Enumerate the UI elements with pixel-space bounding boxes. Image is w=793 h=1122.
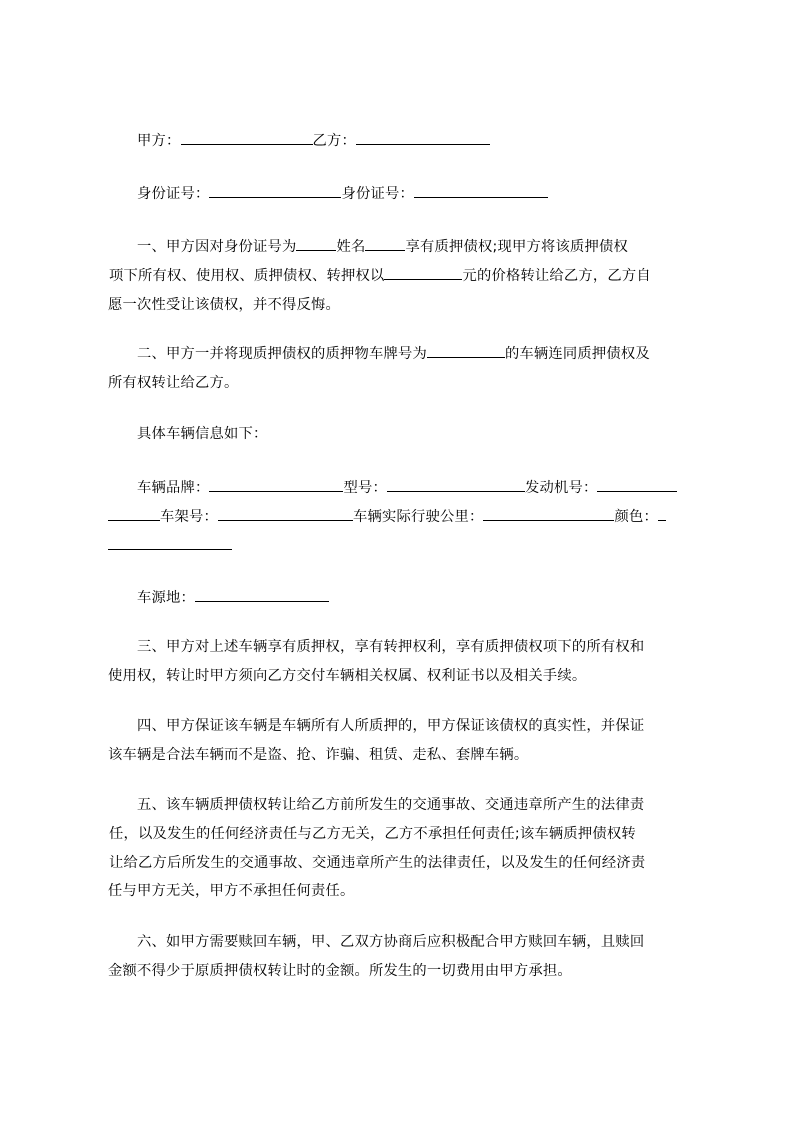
- id-b-blank[interactable]: [414, 196, 548, 198]
- color-blank-continued[interactable]: [108, 548, 232, 550]
- plate-number-blank[interactable]: [427, 356, 505, 358]
- clause-1-text-a: 一、甲方因对身份证号为: [137, 239, 297, 255]
- engine-blank-continued[interactable]: [108, 519, 160, 521]
- mileage-label: 车辆实际行驶公里：: [353, 509, 484, 525]
- brand-blank[interactable]: [209, 490, 343, 492]
- color-blank[interactable]: [658, 519, 666, 521]
- clause-1-text-b: 姓名: [336, 239, 366, 255]
- id-a-blank[interactable]: [209, 196, 341, 198]
- clause-4-line-1: 四、甲方保证该车辆是车辆所有人所质押的，甲方保证该债权的真实性，并保证: [137, 718, 645, 734]
- clause-2-text-c: 所有权转让给乙方。: [108, 375, 239, 391]
- clause-5-line-2: 任，以及发生的任何经济责任与乙方无关，乙方不承担任何责任;该车辆质押债权转: [109, 826, 636, 842]
- model-blank[interactable]: [387, 490, 525, 492]
- frame-label: 车架号：: [160, 509, 218, 525]
- vehicle-info-heading: 具体车辆信息如下：: [137, 426, 268, 442]
- car-source-blank[interactable]: [195, 600, 329, 602]
- engine-blank[interactable]: [597, 490, 677, 492]
- party-a-label: 甲方：: [137, 133, 181, 149]
- clause-5-line-4: 任与甲方无关，甲方不承担任何责任。: [108, 883, 355, 899]
- engine-label: 发动机号：: [524, 480, 598, 496]
- id-number-blank[interactable]: [296, 249, 336, 251]
- model-label: 型号：: [343, 480, 387, 496]
- clause-2-text-a: 二、甲方一并将现质押债权的质押物车牌号为: [137, 346, 427, 362]
- id-label-b: 身份证号：: [341, 186, 414, 202]
- price-blank[interactable]: [384, 278, 462, 280]
- id-label-a: 身份证号：: [137, 186, 210, 202]
- car-source-label: 车源地：: [137, 590, 195, 606]
- clause-5-line-3: 让给乙方后所发生的交通事故、交通违章所产生的法律责任，以及发生的任何经济责: [109, 855, 646, 871]
- mileage-blank[interactable]: [483, 519, 614, 521]
- clause-6-line-2: 金额不得少于原质押债权转让时的金额。所发生的一切费用由甲方承担。: [108, 963, 572, 979]
- clause-1-text-e: 元的价格转让给乙方，乙方自: [462, 268, 651, 284]
- id-line: [137, 180, 737, 209]
- party-b-blank[interactable]: [356, 143, 490, 145]
- party-b-label: 乙方：: [312, 133, 356, 149]
- party-a-blank[interactable]: [181, 143, 313, 145]
- clause-1-text-f: 愿一次性受让该债权，并不得反悔。: [108, 297, 340, 313]
- clause-5-line-1: 五、该车辆质押债权转让给乙方前所发生的交通事故、交通违章所产生的法律责: [137, 797, 645, 813]
- name-blank[interactable]: [365, 249, 405, 251]
- clause-1-text-c: 享有质押债权;现甲方将该质押债权: [405, 239, 628, 255]
- clause-2-text-b: 的车辆连同质押债权及: [504, 346, 650, 362]
- frame-blank[interactable]: [218, 519, 353, 521]
- clause-3-line-2: 使用权，转让时甲方须向乙方交付车辆相关权属、权利证书以及相关手续。: [108, 668, 587, 684]
- color-label: 颜色：: [614, 509, 658, 525]
- clause-1-text-d: 项下所有权、使用权、质押债权、转押权以: [109, 268, 385, 284]
- car-source-line: [137, 584, 737, 613]
- brand-label: 车辆品牌：: [137, 480, 210, 496]
- clause-3-line-1: 三、甲方对上述车辆享有质押权，享有转押权利，享有质押债权项下的所有权和: [137, 639, 645, 655]
- party-line: [137, 127, 737, 156]
- clause-6-line-1: 六、如甲方需要赎回车辆，甲、乙双方协商后应积极配合甲方赎回车辆，且赎回: [137, 934, 645, 950]
- clause-4-line-2: 该车辆是合法车辆而不是盗、抢、诈骗、租赁、走私、套牌车辆。: [108, 747, 529, 763]
